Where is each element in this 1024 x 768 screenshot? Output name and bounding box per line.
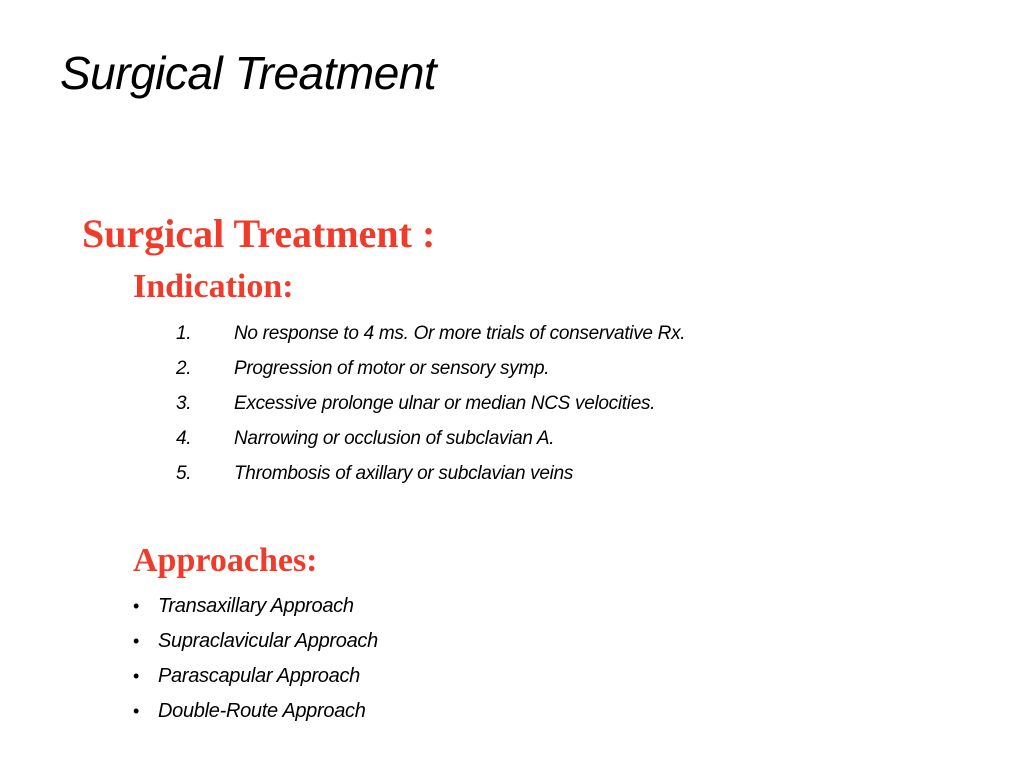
list-item-text: Narrowing or occlusion of subclavian A. bbox=[234, 427, 555, 449]
main-heading: Surgical Treatment : bbox=[82, 211, 436, 256]
list-item-number: 5. bbox=[176, 462, 192, 484]
list-item-text: Supraclavicular Approach bbox=[158, 630, 378, 652]
list-item-number: 2. bbox=[176, 357, 192, 379]
bullet-icon: • bbox=[133, 631, 140, 651]
indication-heading: Indication: bbox=[133, 268, 294, 305]
list-item-text: Excessive prolonge ulnar or median NCS velocities. bbox=[234, 392, 656, 414]
approaches-list bbox=[133, 589, 378, 729]
list-item bbox=[176, 351, 685, 386]
list-item bbox=[176, 386, 685, 421]
bullet-icon: • bbox=[133, 666, 140, 686]
list-item-text: Parascapular Approach bbox=[158, 665, 360, 687]
list-item bbox=[176, 316, 685, 351]
list-item-number: 4. bbox=[176, 427, 192, 449]
list-item-text: Thrombosis of axillary or subclavian veins bbox=[234, 462, 574, 484]
approaches-heading: Approaches: bbox=[133, 542, 318, 579]
bullet-icon: • bbox=[133, 596, 140, 616]
bullet-icon: • bbox=[133, 701, 140, 721]
slide-title: Surgical Treatment bbox=[60, 47, 437, 99]
indication-list bbox=[176, 316, 685, 491]
list-item-text: Double-Route Approach bbox=[158, 700, 366, 722]
list-item bbox=[176, 421, 685, 456]
list-item bbox=[133, 694, 378, 729]
list-item bbox=[133, 659, 378, 694]
list-item bbox=[176, 456, 685, 491]
list-item-number: 3. bbox=[176, 392, 192, 414]
list-item-text: Progression of motor or sensory symp. bbox=[234, 357, 550, 379]
list-item-text: No response to 4 ms. Or more trials of conservative Rx. bbox=[234, 322, 686, 344]
list-item-text: Transaxillary Approach bbox=[158, 595, 354, 617]
list-item bbox=[133, 624, 378, 659]
list-item bbox=[133, 589, 378, 624]
list-item-number: 1. bbox=[176, 322, 192, 344]
